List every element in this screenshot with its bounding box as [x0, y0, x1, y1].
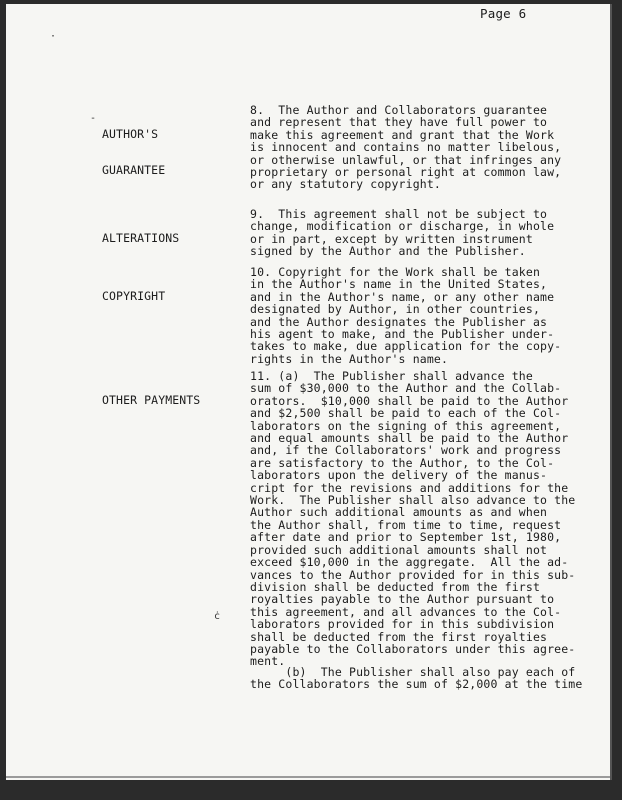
document-page	[6, 4, 612, 780]
stray-mark: ·	[50, 31, 57, 42]
text-line: and, if the Collaborators' work and progress	[250, 443, 562, 458]
paragraph-8	[250, 104, 561, 191]
paragraph-11a	[250, 370, 575, 668]
text-line: laborators provided for in this subdivision	[250, 617, 555, 632]
text-line: payable to the Collaborators under this agree-	[250, 641, 576, 656]
text-line: signed by the Author and the Publisher.	[250, 244, 526, 259]
label-line: AUTHOR'S	[102, 127, 159, 141]
text-line: 10. Copyright for the Work shall be taken	[250, 265, 541, 279]
text-line: laborators on the signing of this agreement,	[250, 418, 562, 433]
text-line: sum of $30,000 to the Author and the Collab-	[250, 381, 562, 396]
section-label-other-payments	[102, 370, 200, 430]
text-line: the Author shall, from time to time, request	[250, 517, 562, 532]
text-line: and equal amounts shall be paid to the Author	[250, 431, 569, 446]
text-line: the Collaborators the sum of $2,000 at the time	[250, 677, 583, 692]
paragraph-10	[250, 266, 561, 365]
label-line: OTHER PAYMENTS	[102, 393, 201, 407]
section-label-alterations	[102, 208, 179, 268]
text-line: this agreement, and all advances to the Col-	[250, 604, 562, 619]
text-line: vances to the Author provided for in this sub-	[250, 567, 576, 582]
text-line: or in part, except by written instrument	[250, 231, 533, 246]
text-line: 9. This agreement shall not be subject to	[250, 207, 548, 221]
text-line: provided such additional amounts shall not	[250, 542, 548, 557]
text-line: division shall be deducted from the first	[250, 579, 541, 594]
text-line: takes to make, due application for the copy-	[250, 339, 562, 354]
text-line: designated by Author, in other countries,	[250, 302, 541, 317]
paragraph-9	[250, 208, 554, 258]
text-line: 8. The Author and Collaborators guarantee	[250, 103, 548, 117]
text-line: his agent to make, and the Publisher under-	[250, 327, 555, 342]
page-bottom-edge	[6, 776, 610, 778]
section-label-authors-guarantee	[102, 104, 165, 200]
text-line: royalties payable to the Author pursuant to	[250, 592, 555, 607]
text-line: and represent that they have full power to	[250, 115, 548, 130]
text-line: make this agreement and grant that the Work	[250, 127, 555, 142]
text-line: ment.	[250, 654, 286, 669]
text-line: after date and prior to September 1st, 1980,	[250, 530, 562, 545]
text-line: and $2,500 shall be paid to each of the Col-	[250, 406, 562, 421]
text-line: is innocent and contains no matter libelous,	[250, 140, 562, 155]
text-line: 11. (a) The Publisher shall advance the	[250, 369, 533, 383]
stray-mark: ċ	[214, 611, 221, 622]
text-line: or any statutory copyright.	[250, 177, 441, 192]
text-line: cript for the revisions and additions for the	[250, 480, 569, 495]
text-line: shall be deducted from the first royalties	[250, 629, 548, 644]
text-line: or otherwise unlawful, or that infringes any	[250, 152, 562, 167]
text-line: exceed $10,000 in the aggregate. All the ad-	[250, 555, 569, 570]
text-line: proprietary or personal right at common law,	[250, 165, 562, 180]
text-line: (b) The Publisher shall also pay each of	[250, 665, 576, 679]
text-line: Work. The Publisher shall also advance to the	[250, 493, 576, 508]
text-line: change, modification or discharge, in whole	[250, 219, 555, 234]
text-line: and in the Author's name, or any other name	[250, 289, 555, 304]
text-line: and the Author designates the Publisher as	[250, 314, 548, 329]
text-line: laborators upon the delivery of the manus-	[250, 468, 548, 483]
label-line: COPYRIGHT	[102, 289, 166, 303]
label-line: ALTERATIONS	[102, 231, 180, 245]
text-line: Author such additional amounts as and when	[250, 505, 548, 520]
page-number: Page 6	[480, 6, 527, 21]
text-line: rights in the Author's name.	[250, 351, 449, 366]
section-label-copyright	[102, 266, 165, 326]
text-line: are satisfactory to the Author, to the Col-	[250, 455, 555, 470]
text-line: orators. $10,000 shall be paid to the Author	[250, 393, 569, 408]
paragraph-11b	[250, 666, 582, 691]
text-line: in the Author's name in the United States,	[250, 277, 548, 292]
label-line: GUARANTEE	[102, 163, 166, 177]
margin-dash-mark: -	[90, 113, 97, 124]
